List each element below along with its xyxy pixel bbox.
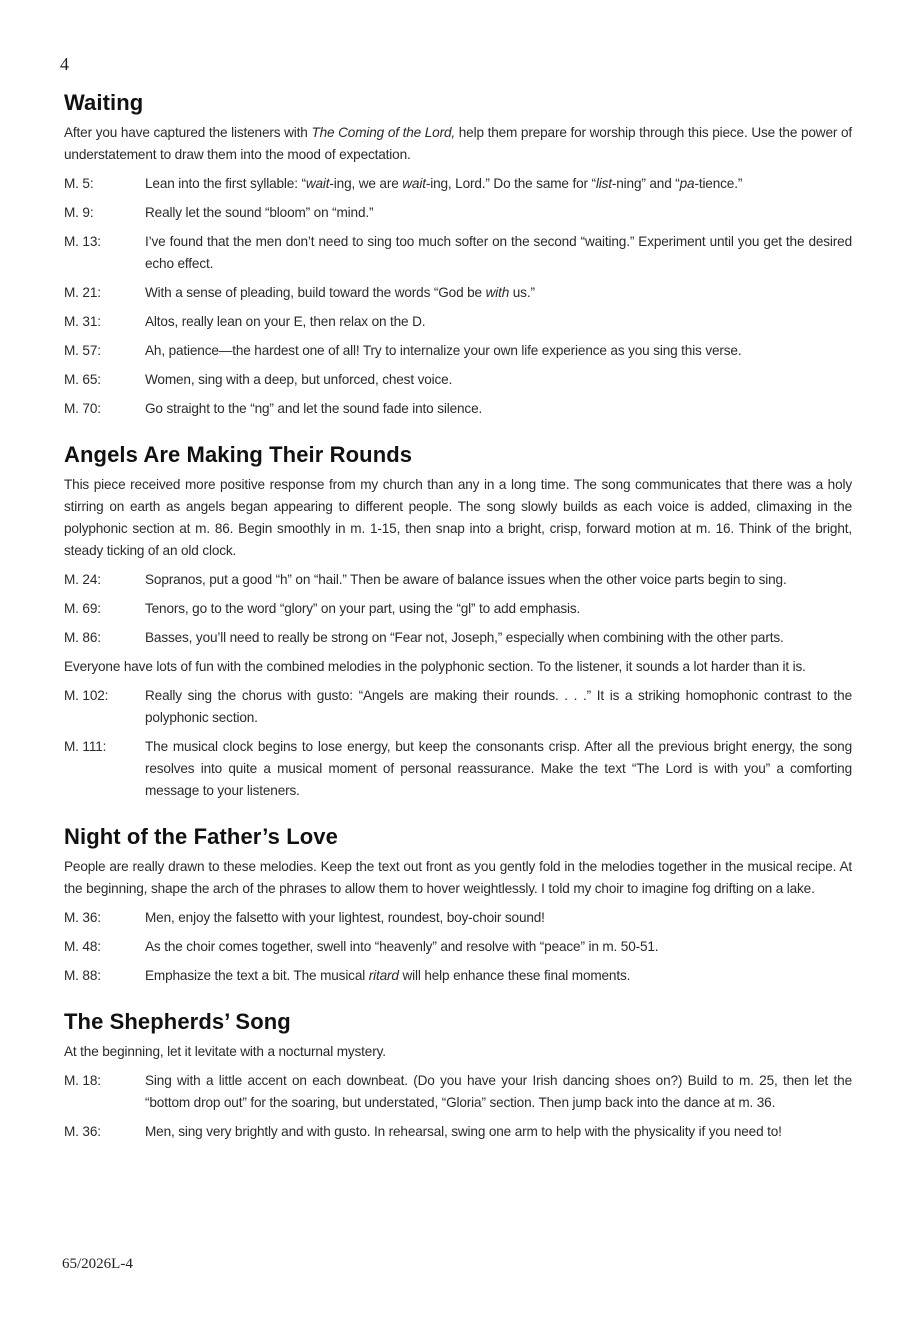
section-title: The Shepherds’ Song: [64, 1009, 291, 1034]
measure-note-text: With a sense of pleading, build toward the words “God be with us.”: [145, 285, 535, 300]
italic-text: ritard: [368, 968, 399, 983]
measure-note: [64, 398, 852, 420]
section-intro: People are really drawn to these melodies. Keep the text out front as you gently fold in the melodies together in the musical recipe. At the beginning, shape the arch of the phrases to allow them to hover weightlessly. I told my choir to imagine fog drifting on a lake.: [64, 859, 852, 896]
measure-note-text: Really let the sound “bloom” on “mind.”: [145, 205, 374, 220]
measure-label: M. 13:: [64, 234, 101, 249]
section-intro: At the beginning, let it levitate with a nocturnal mystery.: [64, 1044, 386, 1059]
italic-text: wait: [305, 176, 330, 191]
measure-note: [64, 202, 852, 224]
italic-text: with: [485, 285, 510, 300]
measure-label: M. 111:: [64, 739, 107, 754]
section-paragraph: Everyone have lots of fun with the combined melodies in the polyphonic section. To the listener, it sounds a lot harder than it is.: [64, 659, 806, 674]
section: [64, 442, 852, 802]
section-intro: This piece received more positive response from my church than any in a long time. The song communicates that there was a holy stirring on earth as angels began appearing to different people. The song slowly builds as each voice is added, climaxing in the polyphonic section at m. 86. Begin smoothly in m. 1-15, then snap into a bright, crisp, forward motion at m. 16. Think of the bright, steady ticking of an old clock.: [64, 477, 852, 558]
measure-note-text: I’ve found that the men don’t need to sing too much softer on the second “waiting.” Experiment until you get the desired echo effect.: [145, 234, 852, 271]
measure-note-text: Really sing the chorus with gusto: “Angels are making their rounds. . . .” It is a striking homophonic contrast to the polyphonic section.: [145, 688, 852, 725]
measure-note: [64, 369, 852, 391]
section-title: Waiting: [64, 90, 144, 115]
measure-note-text: Men, sing very brightly and with gusto. In rehearsal, swing one arm to help with the physicality if you need to!: [145, 1124, 782, 1139]
measure-note: [64, 598, 852, 620]
measure-note: [64, 907, 852, 929]
measure-label: M. 57:: [64, 343, 101, 358]
page-number: 4: [60, 54, 69, 74]
measure-note-text: Men, enjoy the falsetto with your lightest, roundest, boy-choir sound!: [145, 910, 545, 925]
section: [64, 824, 852, 987]
footer-code: 65/2026L-4: [62, 1256, 133, 1272]
measure-note: [64, 936, 852, 958]
section: [64, 90, 852, 420]
measure-note-text: Sopranos, put a good “h” on “hail.” Then be aware of balance issues when the other voice parts begin to sing.: [145, 572, 787, 587]
measure-note: [64, 231, 852, 275]
measure-note-text: As the choir comes together, swell into “heavenly” and resolve with “peace” in m. 50-51.: [145, 939, 659, 954]
measure-note-text: Go straight to the “ng” and let the sound fade into silence.: [145, 401, 483, 416]
measure-note-text: Ah, patience—the hardest one of all! Try to internalize your own life experience as you sing this verse.: [145, 343, 742, 358]
document-body: [64, 90, 852, 1165]
measure-note: [64, 627, 852, 649]
measure-note: [64, 1121, 852, 1143]
measure-label: M. 18:: [64, 1073, 101, 1088]
measure-label: M. 70:: [64, 401, 101, 416]
measure-label: M. 48:: [64, 939, 101, 954]
measure-note-text: Emphasize the text a bit. The musical ritard will help enhance these final moments.: [145, 968, 631, 983]
measure-label: M. 31:: [64, 314, 101, 329]
section: [64, 1009, 852, 1143]
measure-label: M. 69:: [64, 601, 101, 616]
measure-note-text: The musical clock begins to lose energy, but keep the consonants crisp. After all the previous bright energy, the song resolves into quite a musical moment of personal reassurance. Make the text “The Lord is with you” a comforting message to your listeners.: [145, 739, 852, 798]
measure-note: [64, 736, 852, 802]
measure-label: M. 9:: [64, 205, 94, 220]
measure-label: M. 5:: [64, 176, 94, 191]
measure-note: [64, 569, 852, 591]
measure-note: [64, 311, 852, 333]
measure-note: [64, 340, 852, 362]
measure-label: M. 102:: [64, 688, 109, 703]
measure-note-text: Lean into the first syllable: “wait-ing, we are wait-ing, Lord.” Do the same for “list-ning” and “pa-tience.”: [145, 176, 743, 191]
measure-label: M. 36:: [64, 1124, 101, 1139]
measure-label: M. 88:: [64, 968, 101, 983]
measure-note-text: Altos, really lean on your E, then relax on the D.: [145, 314, 426, 329]
section-title: Angels Are Making Their Rounds: [64, 442, 413, 467]
measure-label: M. 86:: [64, 630, 101, 645]
section-title: Night of the Father’s Love: [64, 824, 338, 849]
measure-label: M. 24:: [64, 572, 101, 587]
measure-label: M. 65:: [64, 372, 101, 387]
section-intro: After you have captured the listeners with The Coming of the Lord, help them prepare for worship through this piece. Use the power of understatement to draw them into the mood of expectation.: [64, 125, 853, 162]
italic-text: list: [595, 176, 612, 191]
measure-note: [64, 685, 852, 729]
italic-text: The Coming of the Lord,: [311, 125, 456, 140]
measure-label: M. 21:: [64, 285, 101, 300]
italic-text: pa: [679, 176, 695, 191]
measure-note: [64, 1070, 852, 1114]
measure-note-text: Basses, you’ll need to really be strong on “Fear not, Joseph,” especially when combining with the other parts.: [145, 630, 784, 645]
measure-note-text: Sing with a little accent on each downbeat. (Do you have your Irish dancing shoes on?) Build to m. 25, then let the “bottom drop out” for the soaring, but understated, “Gloria” section. Then jump back into the dance at m. 36.: [145, 1073, 852, 1110]
measure-note: [64, 173, 852, 195]
measure-note-text: Women, sing with a deep, but unforced, chest voice.: [145, 372, 453, 387]
measure-note-text: Tenors, go to the word “glory” on your part, using the “gl” to add emphasis.: [145, 601, 581, 616]
measure-note: [64, 965, 852, 987]
measure-note: [64, 282, 852, 304]
italic-text: wait: [402, 176, 426, 191]
measure-label: M. 36:: [64, 910, 101, 925]
